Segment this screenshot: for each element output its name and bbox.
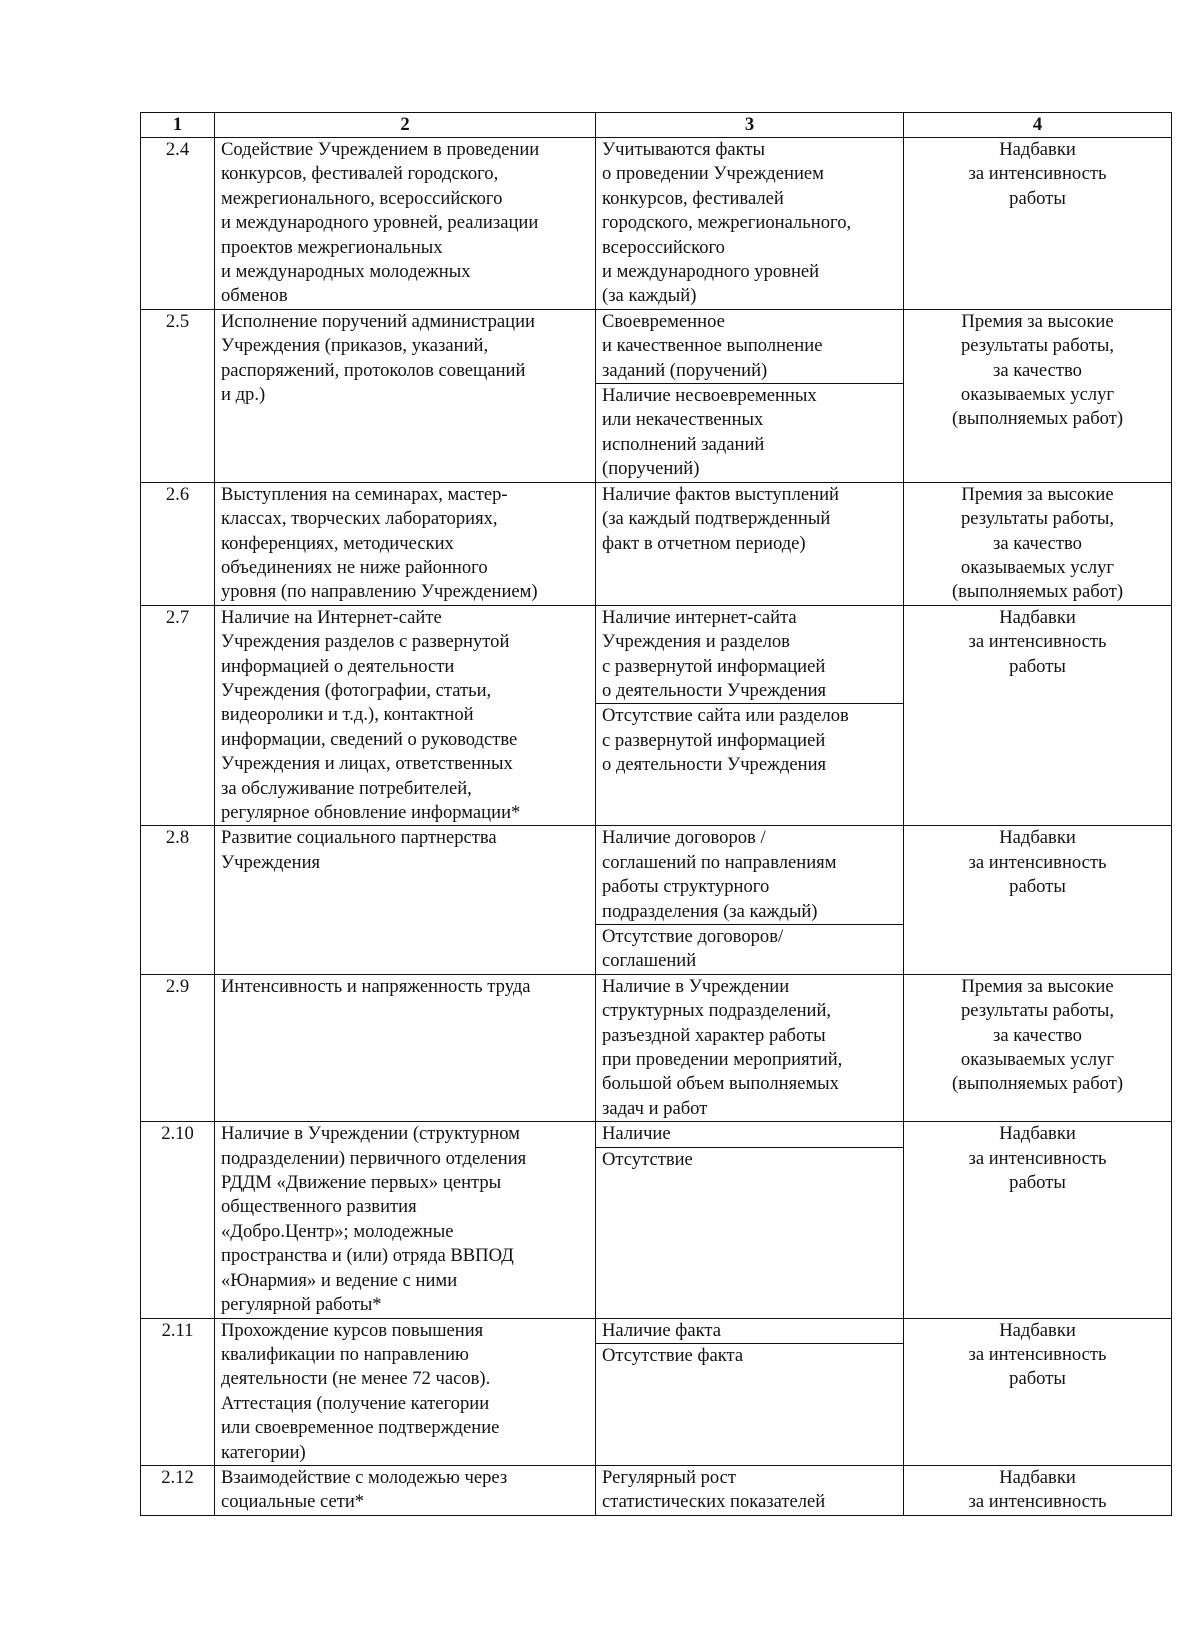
criteria-table: [140, 112, 1172, 1516]
criterion-cell: Исполнение поручений администрации Учреждения (приказов, указаний, распоряжений, протоколов совещаний и др.): [215, 309, 596, 482]
indicator-cell: [596, 974, 904, 1121]
header-cell-1: 1: [141, 113, 215, 138]
table-row: [141, 1318, 1172, 1465]
criterion-cell: Развитие социального партнерства Учреждения: [215, 826, 596, 974]
table-row: [141, 138, 1172, 310]
indicator-cell: [596, 309, 904, 482]
header-row: [141, 113, 1172, 138]
row-number: 2.5: [141, 309, 215, 482]
row-number: 2.6: [141, 482, 215, 605]
table-body: [141, 138, 1172, 1516]
header-cell-4: 4: [904, 113, 1172, 138]
criterion-cell: Интенсивность и напряженность труда: [215, 974, 596, 1121]
header-cell-3: 3: [596, 113, 904, 138]
criterion-cell: Наличие на Интернет-сайте Учреждения разделов с развернутой информацией о деятельности Учреждения (фотографии, статьи, видеоролики и т.д.), контактной информации, сведений о руководстве Учреждения и лицах, ответственных за обслуживание потребителей, регулярное обновление информации*: [215, 605, 596, 826]
row-number: 2.12: [141, 1465, 215, 1515]
header-cell-2: 2: [215, 113, 596, 138]
table-row: [141, 1122, 1172, 1318]
indicator-cell: [596, 605, 904, 826]
row-number: 2.10: [141, 1122, 215, 1318]
criterion-cell: Выступления на семинарах, мастер- классах, творческих лабораториях, конференциях, методических объединениях не ниже районного уровня (по направлению Учреждением): [215, 482, 596, 605]
criterion-cell: Наличие в Учреждении (структурном подразделении) первичного отделения РДДМ «Движение первых» центры общественного развития «Добро.Центр»; молодежные пространства и (или) отряда ВВПОД «Юнармия» и ведение с ними регулярной работы*: [215, 1122, 596, 1318]
result-cell: Надбавки за интенсивность работы: [904, 605, 1172, 826]
result-cell: Надбавки за интенсивность работы: [904, 826, 1172, 974]
indicator-item: Регулярный рост статистических показателей: [602, 1466, 826, 1513]
result-cell: Премия за высокие результаты работы, за качество оказываемых услуг (выполняемых работ): [904, 309, 1172, 482]
row-number: 2.9: [141, 974, 215, 1121]
result-cell: Надбавки за интенсивность работы: [904, 138, 1172, 310]
indicator-item: Учитываются факты о проведении Учреждением конкурсов, фестивалей городского, межрегионального, всероссийского и международного уровней (за каждый): [602, 139, 852, 307]
indicator-item: Своевременное и качественное выполнение заданий (поручений): [602, 310, 823, 381]
row-number: 2.8: [141, 826, 215, 974]
indicator-item: Отсутствие сайта или разделов с развернутой информацией о деятельности Учреждения: [596, 703, 903, 777]
table-row: [141, 974, 1172, 1121]
table-row: [141, 605, 1172, 826]
indicator-item: Наличие: [602, 1123, 671, 1145]
table-row: [141, 309, 1172, 482]
table-row: [141, 826, 1172, 974]
result-cell: Премия за высокие результаты работы, за качество оказываемых услуг (выполняемых работ): [904, 482, 1172, 605]
indicator-item: Отсутствие факта: [596, 1343, 903, 1368]
indicator-item: Наличие факта: [602, 1319, 721, 1341]
row-number: 2.4: [141, 138, 215, 310]
result-cell: Надбавки за интенсивность: [904, 1465, 1172, 1515]
result-cell: Надбавки за интенсивность работы: [904, 1122, 1172, 1318]
table-row: [141, 1465, 1172, 1515]
criterion-cell: Прохождение курсов повышения квалификации по направлению деятельности (не менее 72 часов). Аттестация (получение категории или своевременное подтверждение категории): [215, 1318, 596, 1465]
result-cell: Премия за высокие результаты работы, за качество оказываемых услуг (выполняемых работ): [904, 974, 1172, 1121]
indicator-item: Наличие в Учреждении структурных подразделений, разъездной характер работы при проведении мероприятий, большой объем выполняемых задач и работ: [602, 975, 843, 1119]
row-number: 2.7: [141, 605, 215, 826]
criterion-cell: Содействие Учреждением в проведении конкурсов, фестивалей городского, межрегионального, всероссийского и международного уровней, реализации проектов межрегиональных и международных молодежных обменов: [215, 138, 596, 310]
result-cell: Надбавки за интенсивность работы: [904, 1318, 1172, 1465]
indicator-item: Наличие фактов выступлений (за каждый подтвержденный факт в отчетном периоде): [602, 483, 840, 554]
indicator-cell: [596, 138, 904, 310]
indicator-item: Наличие интернет-сайта Учреждения и разделов с развернутой информацией о деятельности Учреждения: [602, 606, 827, 701]
indicator-item: Наличие договоров / соглашений по направлениям работы структурного подразделения (за каждый): [602, 827, 837, 922]
indicator-cell: [596, 1122, 904, 1318]
indicator-cell: [596, 482, 904, 605]
indicator-item: Отсутствие: [596, 1147, 903, 1172]
indicator-cell: [596, 1465, 904, 1515]
row-number: 2.11: [141, 1318, 215, 1465]
indicator-cell: [596, 826, 904, 974]
table-row: [141, 482, 1172, 605]
indicator-item: Отсутствие договоров/ соглашений: [596, 924, 903, 974]
criterion-cell: Взаимодействие с молодежью через социальные сети*: [215, 1465, 596, 1515]
indicator-item: Наличие несвоевременных или некачественных исполнений заданий (поручений): [596, 383, 903, 482]
indicator-cell: [596, 1318, 904, 1465]
